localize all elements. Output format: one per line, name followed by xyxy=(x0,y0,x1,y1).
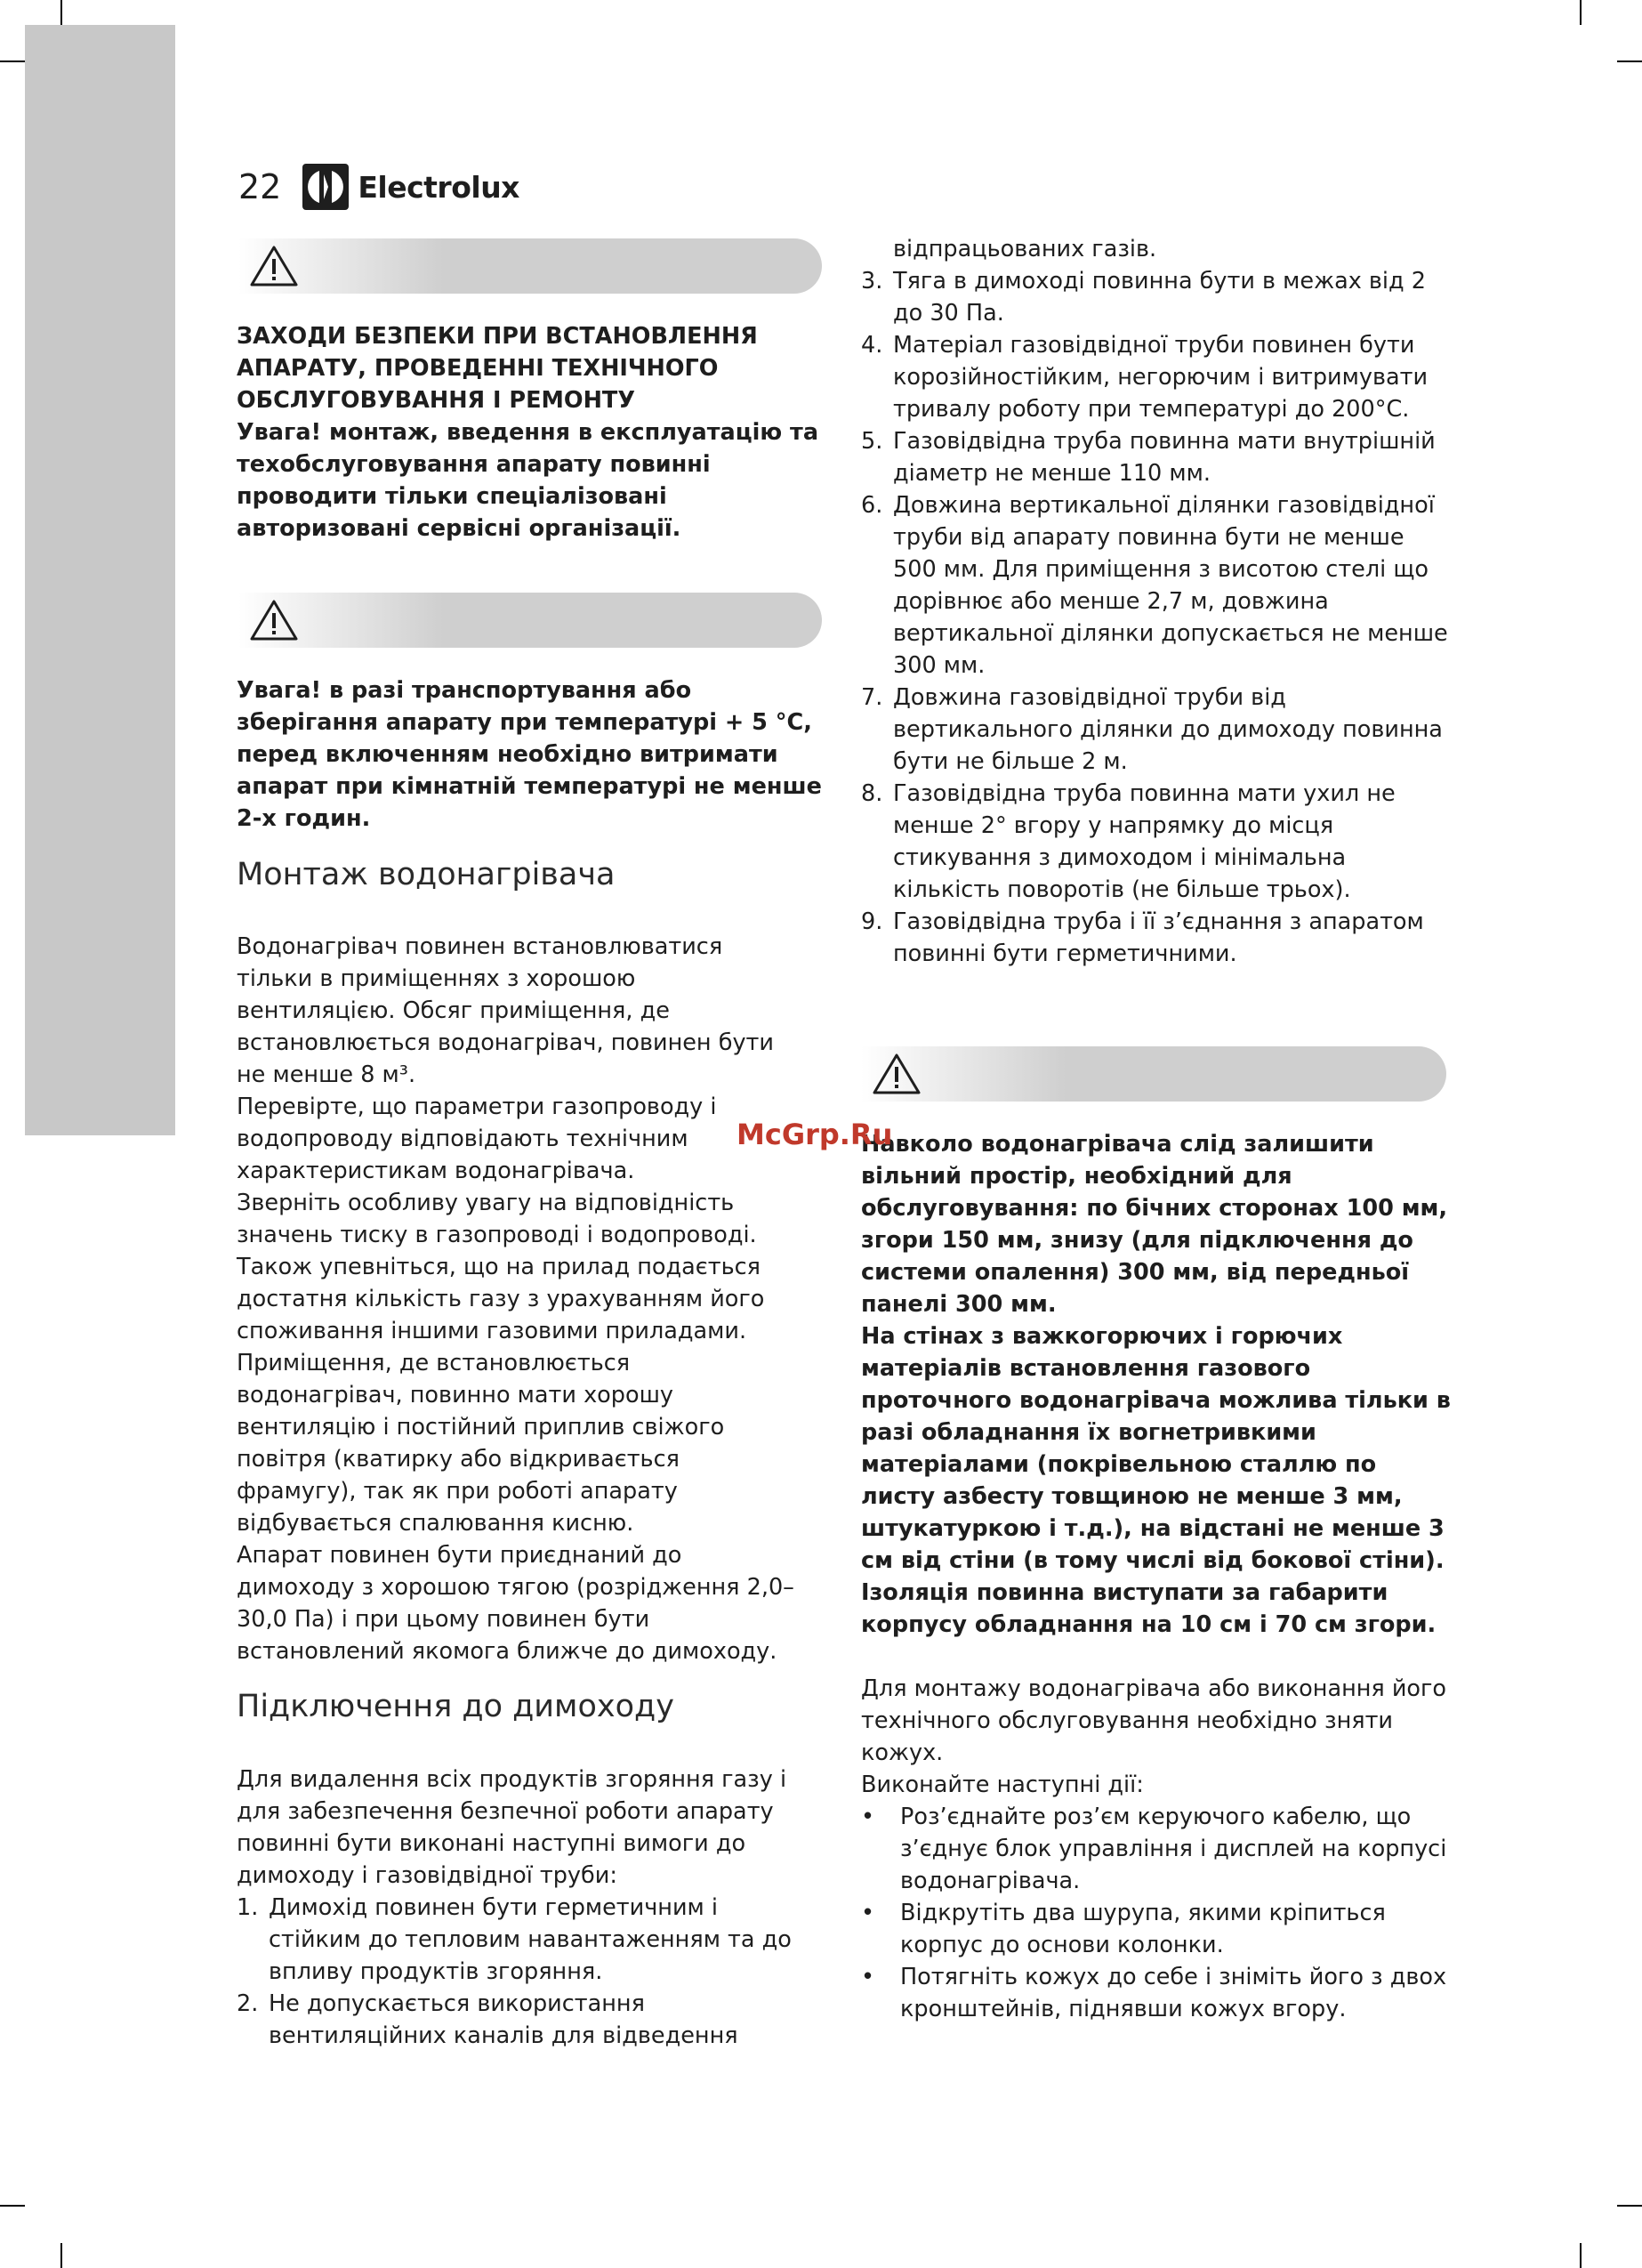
warning-walls-text: На стінах з важкогорючих і горючих матеріалів встановлення газового проточного водонагрівача можлива тільки в разі обладнання їх вогнетривкими матеріалами (покрівельною сталлю по листу азбесту товщиною не менше 3 мм, штукатуркою і т.д.), на відстані не менше 3 см від стіни (в тому числі від бокової стіни). Ізоляція повинна виступати за габарити корпусу обладнання на 10 см і 70 см згори. xyxy=(861,1323,1451,1638)
warning-space-text: Навколо водонагрівача слід залишити вільний простір, необхідний для обслуговування: по бічних сторонах 100 мм, згори 150 мм, знизу (для підключення до системи опалення) 300 мм, від передньої панелі 300 мм. xyxy=(861,1131,1448,1318)
electrolux-logo-icon xyxy=(301,162,350,212)
chimney-heading: Підключення до димоходу xyxy=(237,1689,674,1724)
list-item xyxy=(237,1892,801,1988)
warning-triangle-icon xyxy=(249,598,299,642)
list-text: відпрацьованих газів. xyxy=(893,236,1157,262)
warning-band xyxy=(238,593,822,648)
list-text: Роз’єднайте роз’єм керуючого кабелю, що з’єднує блок управління і дисплей на корпусі водонагрівача. xyxy=(900,1804,1447,1894)
chimney-intro: Для видалення всіх продуктів згоряння газу і для забезпечення безпечної роботи апарату повинні бути виконані наступні вимоги до димоходу і газовідвідної труби: xyxy=(237,1766,787,1889)
install-paragraph: Перевірте, що параметри газопроводу і водопроводу відповідають технічним характеристикам водонагрівача. xyxy=(237,1094,717,1184)
cover-intro: Для монтажу водонагрівача або виконання його технічного обслуговування необхідно зняти кожух. xyxy=(861,1675,1447,1766)
crop-mark xyxy=(60,0,62,25)
list-number: 1. xyxy=(237,1894,259,1921)
bullet-icon: • xyxy=(861,1964,875,1990)
list-item xyxy=(861,1801,1452,1897)
list-text: Газовідвідна труба і її з’єднання з апаратом повинні бути герметичними. xyxy=(893,908,1424,967)
cover-removal xyxy=(861,1673,1452,2025)
safety-title: ЗАХОДИ БЕЗПЕКИ ПРИ ВСТАНОВЛЕННЯ АПАРАТУ, ПРОВЕДЕННІ ТЕХНІЧНОГО ОБСЛУГОВУВАННЯ І РЕМОНТУ xyxy=(237,323,758,414)
install-text xyxy=(237,931,801,1667)
safety-section xyxy=(237,320,824,545)
list-number: 2. xyxy=(237,1990,259,2017)
crop-mark xyxy=(1580,0,1582,25)
brand-logo xyxy=(301,162,519,212)
warning-band xyxy=(861,1046,1446,1102)
list-item xyxy=(861,906,1452,970)
page-number: 22 xyxy=(238,167,282,206)
install-paragraph: Водонагрівач повинен встановлюватися тільки в приміщеннях з хорошою вентиляцією. Обсяг приміщення, де встановлюється водонагрівач, повинен бути не менше 8 м³. xyxy=(237,933,774,1088)
list-item xyxy=(861,489,1452,682)
list-number: 9. xyxy=(861,908,883,935)
watermark: McGrp.Ru xyxy=(736,1118,893,1151)
install-heading: Монтаж водонагрівача xyxy=(237,857,616,892)
list-number: 7. xyxy=(861,684,883,711)
bullet-icon: • xyxy=(861,1804,875,1830)
crop-mark xyxy=(0,2205,25,2207)
install-paragraph: Апарат повинен бути приєднаний до димоходу з хорошою тягою (розрідження 2,0–30,0 Па) і при цьому повинен бути встановлений якомога ближче до димоходу. xyxy=(237,1542,794,1665)
brand-name: Electrolux xyxy=(358,169,519,205)
list-text: Потягніть кожух до себе і зніміть його з двох кронштейнів, піднявши кожух вгору. xyxy=(900,1964,1447,2022)
list-item xyxy=(861,425,1452,489)
bullet-icon: • xyxy=(861,1900,875,1926)
list-text: Тяга в димоході повинна бути в межах від 2 до 30 Па. xyxy=(893,268,1426,327)
list-continuation xyxy=(861,233,1452,265)
list-item xyxy=(861,682,1452,778)
list-text: Газовідвідна труба повинна мати внутрішній діаметр не менше 110 мм. xyxy=(893,428,1436,487)
list-number: 6. xyxy=(861,492,883,519)
list-item xyxy=(861,778,1452,906)
transport-warning xyxy=(237,674,824,835)
install-paragraph: Зверніть особливу увагу на відповідність значень тиску в газопроводі і водопроводі. Також упевніться, що на прилад подається достатня кількість газу з урахуванням його споживання іншими газовими приладами. Приміщення, де встановлюється водонагрівач, повинно мати хорошу вентиляцію і постійний приплив свіжого повітря (кватирку або відкривається фрамугу), так як при роботі апарату відбувається спалювання кисню. xyxy=(237,1190,765,1537)
list-number: 4. xyxy=(861,332,883,359)
list-number: 5. xyxy=(861,428,883,455)
warning-triangle-icon xyxy=(872,1052,922,1096)
crop-mark xyxy=(1617,2205,1642,2207)
page-header xyxy=(238,164,519,210)
list-text: Не допускається використання вентиляційних каналів для відведення xyxy=(269,1990,738,2049)
safety-text: Увага! монтаж, введення в експлуатацію та техобслуговування апарату повинні проводити тільки спеціалізовані авторизовані сервісні організації. xyxy=(237,419,819,542)
transport-text: Увага! в разі транспортування або зберігання апарату при температурі + 5 °С, перед включенням необхідно витримати апарат при кімнатній температурі не менше 2-х годин. xyxy=(237,677,822,832)
list-text: Димохід повинен бути герметичним і стійким до тепловим навантаженням та до впливу продуктів згоряння. xyxy=(269,1894,792,1985)
list-item xyxy=(861,329,1452,425)
requirements-list xyxy=(861,233,1452,970)
list-text: Довжина вертикальної ділянки газовідвідної труби від апарату повинна бути не менше 500 мм. Для приміщення з висотою стелі що дорівнює або менше 2,7 м, довжина вертикальної ділянки допускається не менше 300 мм. xyxy=(893,492,1448,679)
cover-steps-label: Виконайте наступні дії: xyxy=(861,1772,1144,1798)
list-text: Довжина газовідвідної труби від вертикального ділянки до димоходу повинна бути не більше 2 м. xyxy=(893,684,1443,775)
crop-mark xyxy=(60,2243,62,2268)
warning-band xyxy=(238,238,822,294)
crop-mark xyxy=(0,61,25,62)
crop-mark xyxy=(1617,61,1642,62)
clearance-warning xyxy=(861,1128,1452,1641)
list-item xyxy=(861,1961,1452,2025)
list-number: 3. xyxy=(861,268,883,295)
list-item xyxy=(861,1897,1452,1961)
list-text: Матеріал газовідвідної труби повинен бути корозійностійким, негорючим і витримувати тривалу роботу при температурі до 200°С. xyxy=(893,332,1429,423)
list-text: Газовідвідна труба повинна мати ухил не менше 2° вгору у напрямку до місця стикування з димоходом і мінімальна кількість поворотів (не більше трьох). xyxy=(893,780,1396,903)
chimney-text xyxy=(237,1764,801,2052)
warning-triangle-icon xyxy=(249,244,299,288)
list-item xyxy=(861,265,1452,329)
side-tab xyxy=(25,25,175,1135)
crop-mark xyxy=(1580,2243,1582,2268)
list-item xyxy=(237,1988,801,2052)
list-number: 8. xyxy=(861,780,883,807)
list-text: Відкрутіть два шурупа, якими кріпиться корпус до основи колонки. xyxy=(900,1900,1386,1958)
